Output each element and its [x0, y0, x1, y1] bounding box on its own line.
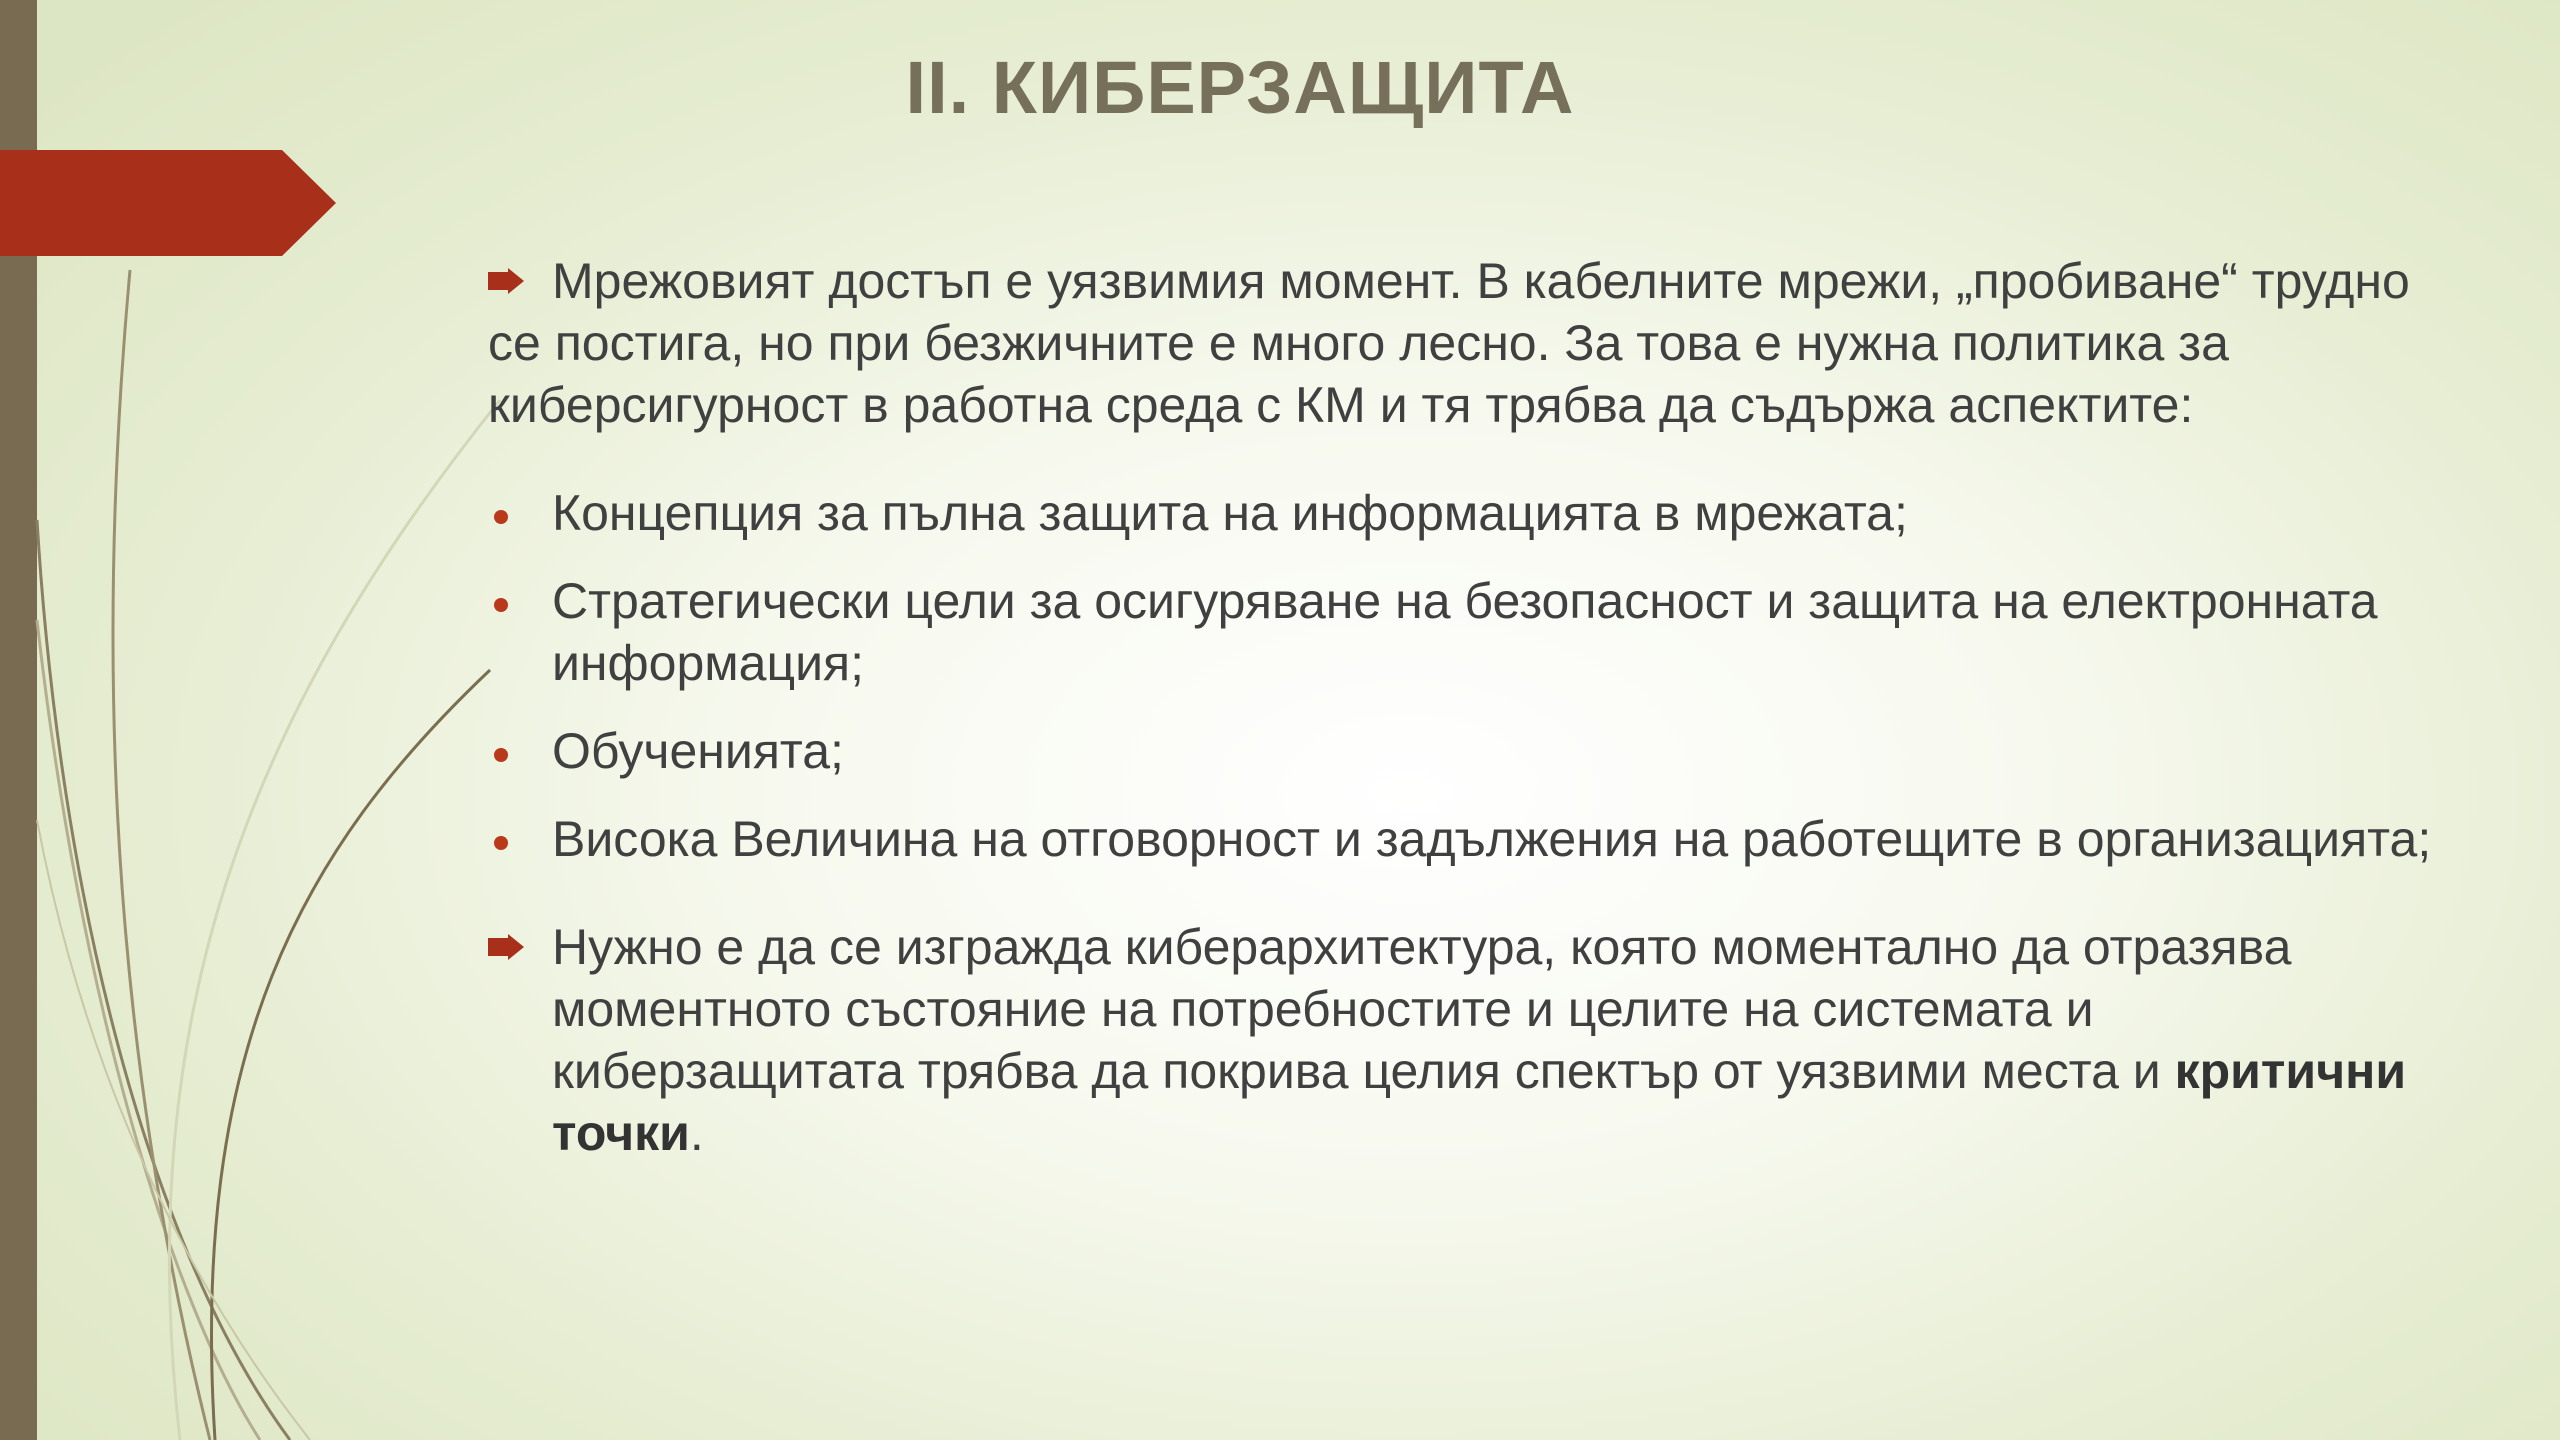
arrow-bullet-icon [488, 268, 524, 294]
dot-bullet-icon [494, 510, 508, 524]
paragraph-architecture-text: Нужно е да се изгражда киберархитектура, която моментално да отразява моментното състояние на потребностите и целите на системата и киберзащитата трябва да покрива целия спектър от уязвими места и [552, 919, 2292, 1099]
paragraph-architecture [488, 916, 2448, 1164]
aspects-list [488, 482, 2448, 870]
list-item [552, 720, 2448, 782]
list-item-text: Стратегически цели за осигуряване на безопасност и защита на електронната информация; [552, 573, 2378, 691]
list-item [552, 808, 2448, 870]
list-item [552, 482, 2448, 544]
dot-bullet-icon [494, 836, 508, 850]
red-arrow-shape [0, 150, 336, 256]
list-item-text: Висока Величина на отговорност и задължения на работещите в организацията; [552, 811, 2432, 867]
paragraph-intro-text: Мрежовият достъп е уязвимия момент. В кабелните мрежи, „пробиване“ трудно се постига, но при безжичните е много лесно. За това е нужна политика за киберсигурност в работна среда с КМ и тя трябва да съдържа аспектите: [488, 253, 2410, 433]
dot-bullet-icon [494, 598, 508, 612]
list-item [552, 570, 2448, 694]
paragraph-architecture-bold: критични точки [552, 1043, 2407, 1161]
slide-content [488, 250, 2448, 1164]
paragraph-architecture-end: . [689, 1105, 704, 1161]
paragraph-intro [488, 250, 2448, 436]
arrow-bullet-icon [488, 934, 524, 960]
dot-bullet-icon [494, 748, 508, 762]
list-item-text: Обученията; [552, 723, 844, 779]
slide-title: II. КИБЕРЗАЩИТА [905, 46, 1575, 129]
list-item-text: Концепция за пълна защита на информацията в мрежата; [552, 485, 1908, 541]
